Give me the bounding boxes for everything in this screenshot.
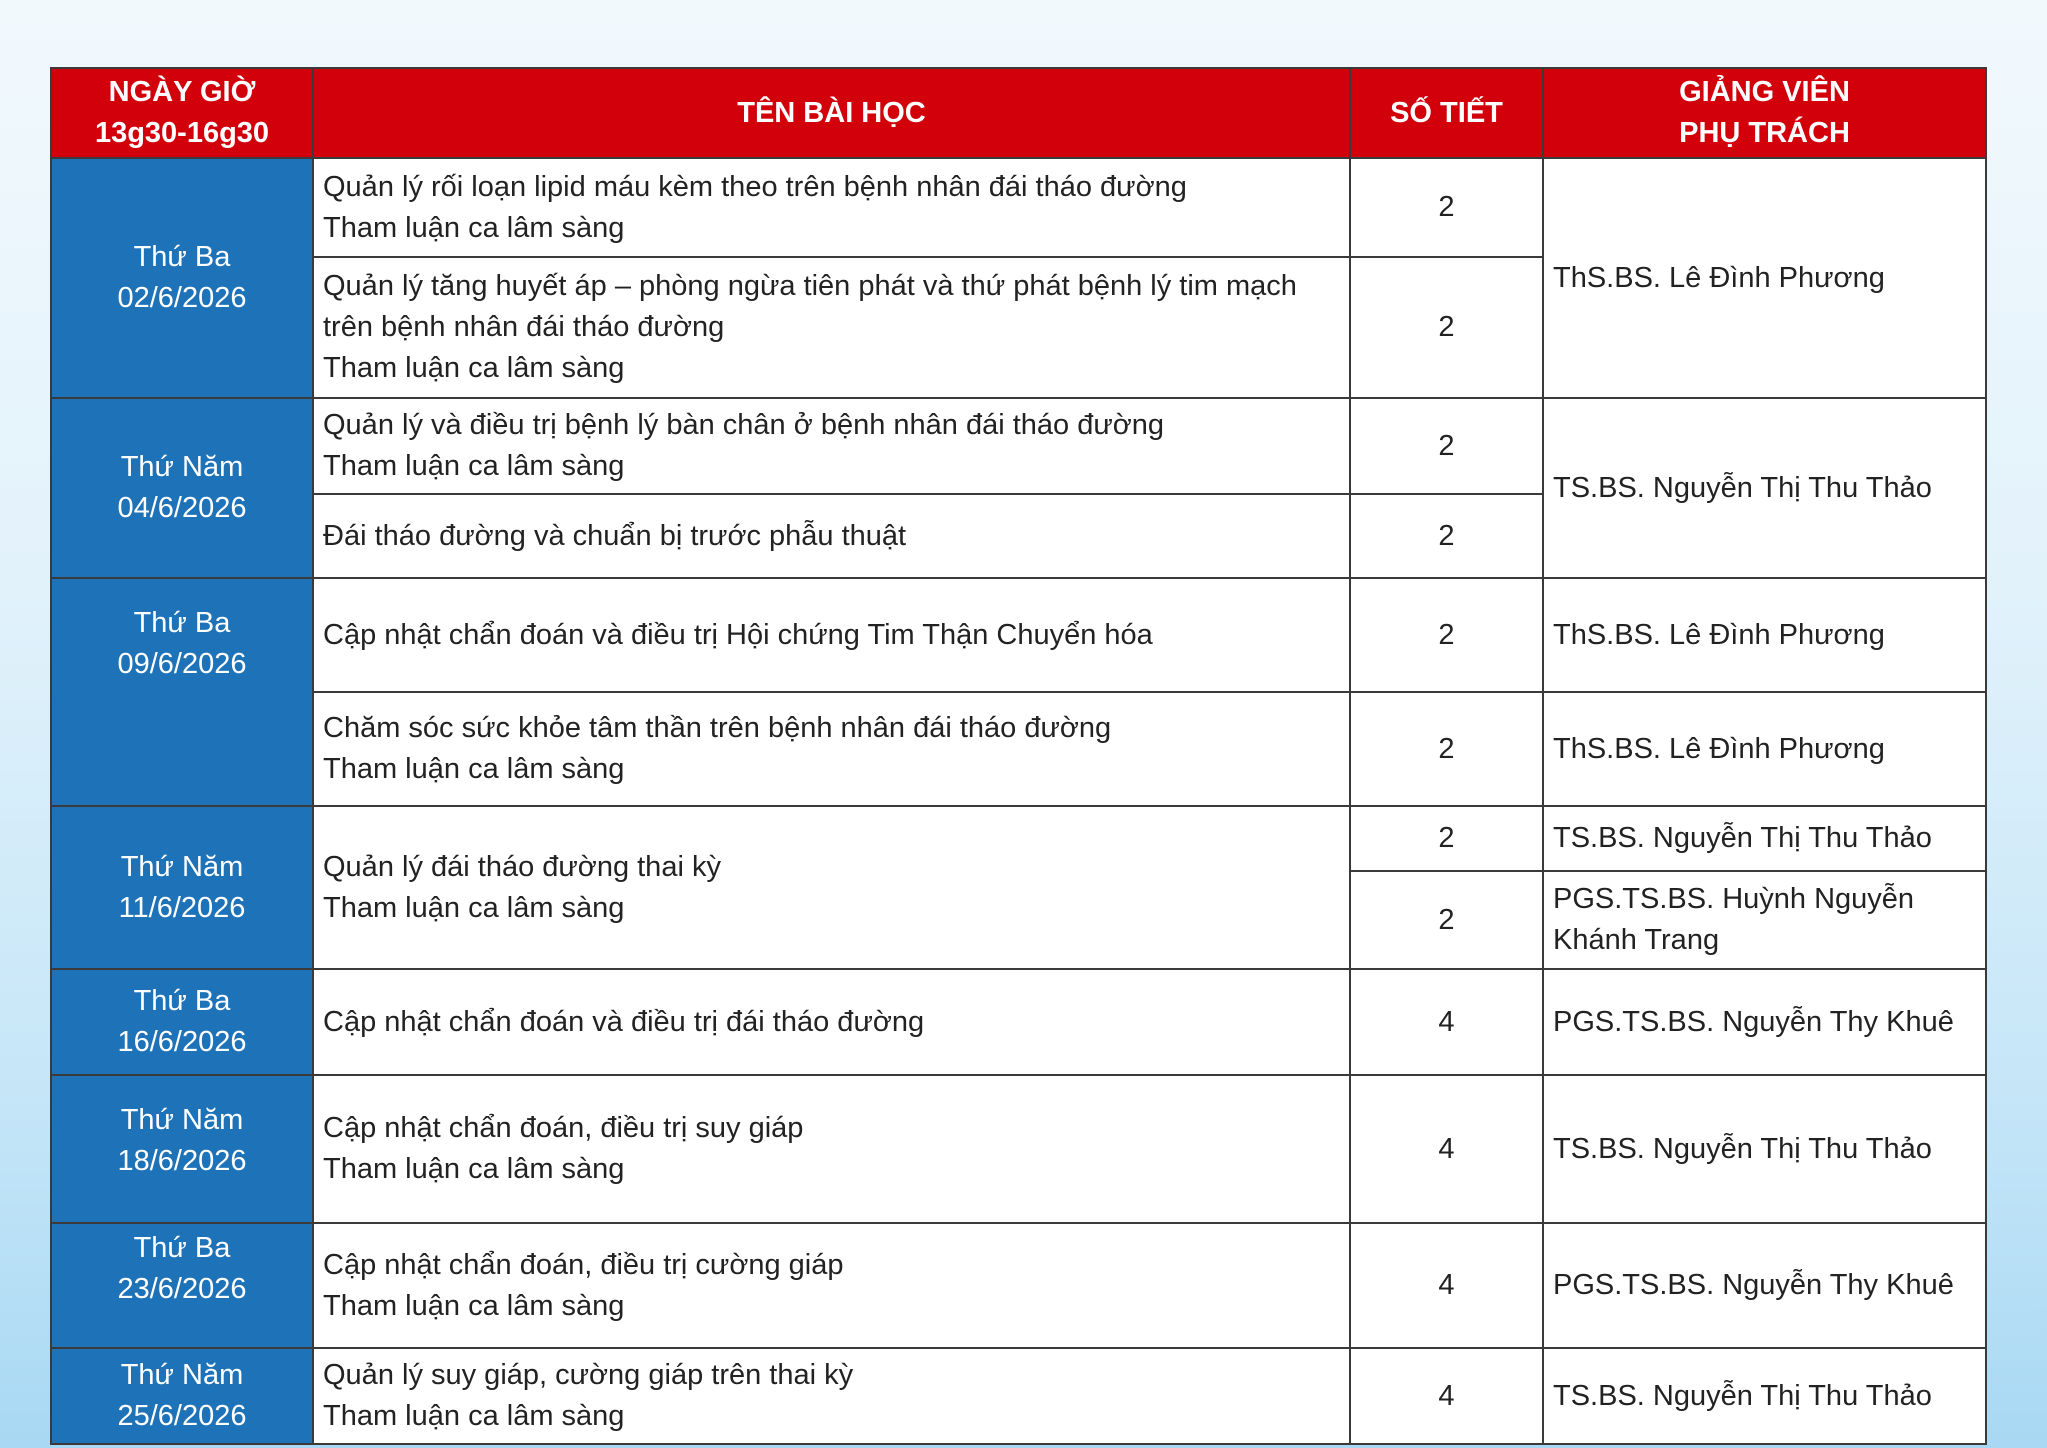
table-row [51,1348,1986,1444]
lecturer-cell [1543,871,1986,969]
lesson-cell [313,398,1350,494]
table-row [51,578,1986,692]
header-row [51,68,1986,158]
date-value: 23/6/2026 [117,1273,247,1305]
header-lecturer-line1: GIẢNG VIÊN [1679,76,1850,108]
hours-cell: 4 [1350,1075,1543,1223]
header-date [51,68,313,158]
date-day: Thứ Ba [133,1232,231,1264]
lesson-line: Cập nhật chẩn đoán và điều trị đái tháo đường [323,1005,925,1038]
date-cell [51,1075,313,1223]
date-day: Thứ Năm [120,1104,244,1136]
hours-cell: 2 [1350,578,1543,692]
header-date-line2: 13g30-16g30 [94,117,270,149]
table-row [51,1223,1986,1348]
date-value: 09/6/2026 [117,648,247,680]
hours-cell: 4 [1350,1348,1543,1444]
date-day: Thứ Ba [133,607,231,639]
date-value: 11/6/2026 [118,891,246,924]
date-day: Thứ Ba [133,985,231,1017]
date-cell [51,398,313,578]
lesson-cell [313,806,1350,969]
header-date-line1: NGÀY GIỜ [108,76,256,108]
lecturer-cell: PGS.TS.BS. Nguyễn Thy Khuê [1543,1223,1986,1348]
schedule-table [50,67,1987,1445]
date-value: 25/6/2026 [117,1400,247,1432]
lecturer-line: PGS.TS.BS. Huỳnh Nguyễn [1553,883,1915,915]
lesson-line: Tham luận ca lâm sàng [323,891,625,924]
lecturer-line: TS.BS. Nguyễn Thị Thu Thảo [1553,822,1932,854]
date-value: 04/6/2026 [117,492,247,524]
lesson-cell [313,578,1350,692]
lecturer-cell [1543,806,1986,871]
table-row [51,969,1986,1075]
hours-cell: 2 [1350,871,1543,969]
header-hours: SỐ TIẾT [1350,68,1543,158]
date-cell [51,158,313,398]
lesson-cell [313,1075,1350,1223]
hours-cell: 2 [1350,806,1543,871]
table-row [51,806,1986,871]
lesson-line: Quản lý rối loạn lipid máu kèm theo trên bệnh nhân đái tháo đường [323,170,1187,203]
lesson-line: Đái tháo đường và chuẩn bị trước phẫu thuật [323,519,907,552]
date-cell [51,1348,313,1444]
lesson-line: Tham luận ca lâm sàng [323,1400,625,1432]
lesson-cell [313,692,1350,806]
lesson-line: Chăm sóc sức khỏe tâm thần trên bệnh nhân đái tháo đường [323,712,1112,744]
date-cell [51,969,313,1075]
lesson-line: trên bệnh nhân đái tháo đường [323,311,725,343]
schedule-sheet [50,67,1985,1445]
header-lecturer [1543,68,1986,158]
lecturer-cell: TS.BS. Nguyễn Thị Thu Thảo [1543,1348,1986,1444]
date-cell [51,578,313,806]
lesson-line: Cập nhật chẩn đoán và điều trị Hội chứng Tim Thận Chuyển hóa [323,618,1153,651]
header-lesson: TÊN BÀI HỌC [313,68,1350,158]
header-lecturer-line2: PHỤ TRÁCH [1679,117,1850,149]
lesson-line: Tham luận ca lâm sàng [323,450,625,482]
lesson-line: Cập nhật chẩn đoán, điều trị suy giáp [323,1112,804,1144]
lecturer-cell: PGS.TS.BS. Nguyễn Thy Khuê [1543,969,1986,1075]
date-value: 02/6/2026 [117,282,247,314]
lesson-cell [313,1223,1350,1348]
lesson-line: Quản lý tăng huyết áp – phòng ngừa tiên phát và thứ phát bệnh lý tim mạch [323,270,1297,302]
lesson-cell [313,158,1350,257]
lecturer-cell: TS.BS. Nguyễn Thị Thu Thảo [1543,1075,1986,1223]
lesson-line: Tham luận ca lâm sàng [323,1153,625,1185]
lesson-line: Tham luận ca lâm sàng [323,211,625,244]
lesson-line: Quản lý và điều trị bệnh lý bàn chân ở bệnh nhân đái tháo đường [323,409,1165,441]
date-value: 18/6/2026 [117,1145,247,1177]
hours-cell: 2 [1350,158,1543,257]
date-day: Thứ Năm [120,451,244,483]
lesson-cell [313,969,1350,1075]
hours-cell: 4 [1350,1223,1543,1348]
table-row [51,1075,1986,1223]
lesson-cell [313,257,1350,398]
lesson-line: Tham luận ca lâm sàng [323,1289,625,1322]
lesson-line: Quản lý đái tháo đường thai kỳ [323,850,721,883]
date-value: 16/6/2026 [117,1026,247,1058]
lesson-line: Cập nhật chẩn đoán, điều trị cường giáp [323,1248,844,1281]
table-row [51,158,1986,257]
lesson-line: Quản lý suy giáp, cường giáp trên thai kỳ [323,1359,854,1391]
lecturer-cell: ThS.BS. Lê Đình Phương [1543,158,1986,398]
lecturer-cell: TS.BS. Nguyễn Thị Thu Thảo [1543,398,1986,578]
table-row [51,398,1986,494]
lecturer-cell: ThS.BS. Lê Đình Phương [1543,578,1986,692]
hours-cell: 2 [1350,257,1543,398]
lesson-cell [313,1348,1350,1444]
hours-cell: 2 [1350,494,1543,578]
date-day: Thứ Năm [120,1359,244,1391]
lesson-cell [313,494,1350,578]
lecturer-line: Khánh Trang [1553,924,1720,956]
date-cell [51,806,313,969]
lesson-line: Tham luận ca lâm sàng [323,753,625,785]
date-day: Thứ Ba [133,241,231,273]
date-cell [51,1223,313,1348]
table-row [51,692,1986,806]
hours-cell: 2 [1350,692,1543,806]
hours-cell: 4 [1350,969,1543,1075]
lecturer-cell: ThS.BS. Lê Đình Phương [1543,692,1986,806]
lesson-line: Tham luận ca lâm sàng [323,352,625,384]
date-day: Thứ Năm [120,850,244,883]
hours-cell: 2 [1350,398,1543,494]
